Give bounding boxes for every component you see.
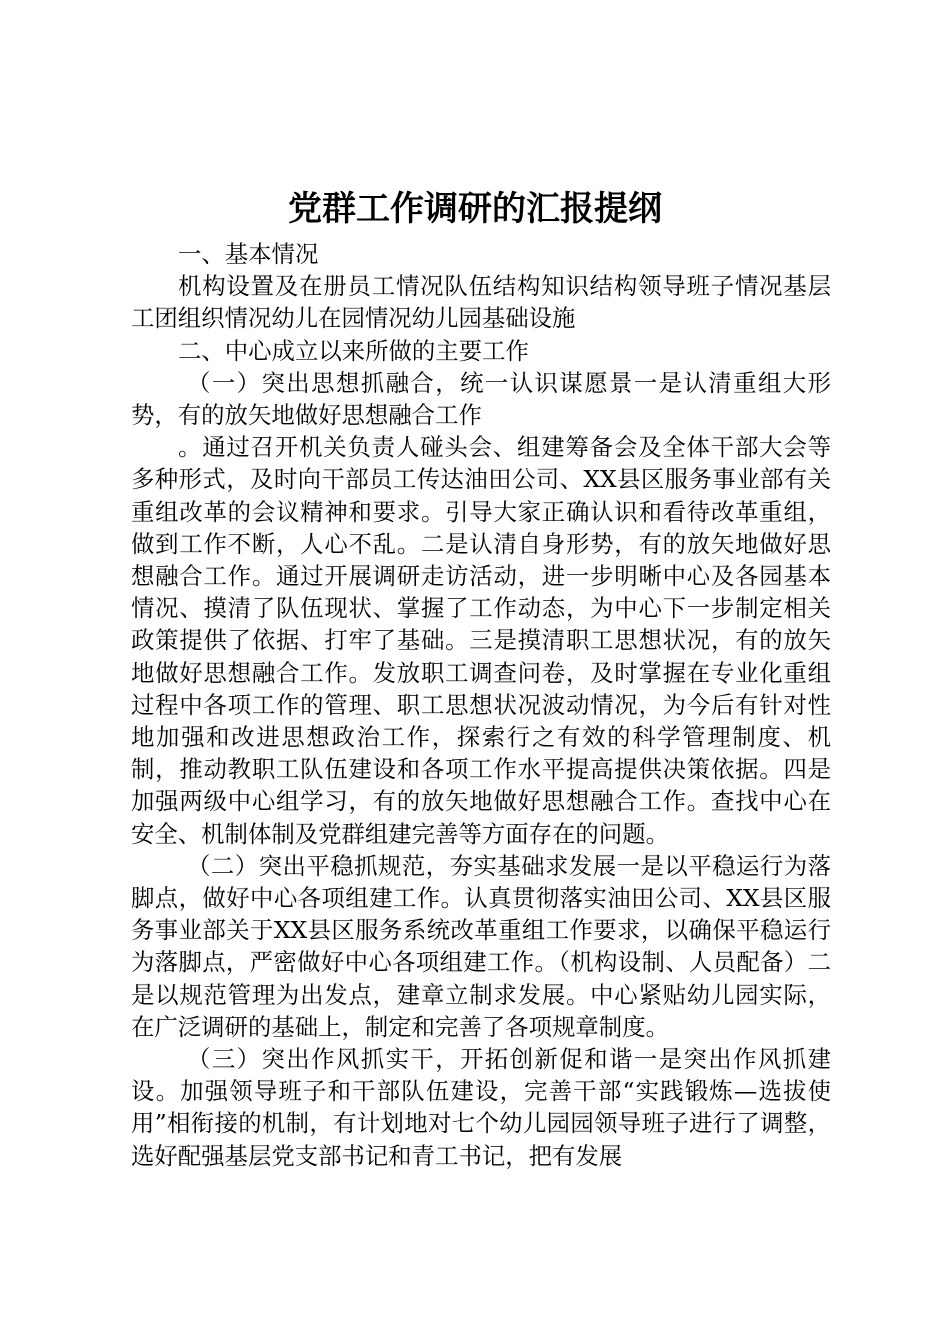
- document-body: [131, 238, 831, 1172]
- paragraph-item-3: （三）突出作风抓实干，开拓创新促和谐一是突出作风抓建设。加强领导班子和干部队伍建设，完善干部“实践锻炼—选拔使用”相衔接的机制，有计划地对七个幼儿园园领导班子进行了调整，选好配强基层党支部书记和青工书记，把有发展: [131, 1045, 831, 1170]
- section-heading-basic-info: 一、基本情况: [178, 240, 319, 268]
- section-heading-main-work: 二、中心成立以来所做的主要工作: [178, 336, 529, 365]
- paragraph-basic-info: 机构设置及在册员工情况队伍结构知识结构领导班子情况基层工团组织情况幼儿在园情况幼儿园基础设施: [131, 272, 831, 333]
- paragraph-item-1-heading: （一）突出思想抓融合，统一认识谋愿景一是认清重组大形势，有的放矢地做好思想融合工作: [131, 368, 831, 430]
- paragraph-item-1-body: 。通过召开机关负责人碰头会、组建筹备会及全体干部大会等多种形式，及时向干部员工传达油田公司、XX县区服务事业部有关重组改革的会议精神和要求。引导大家正确认识和看待改革重组，做到工作不断，人心不乱。二是认清自身形势，有的放矢地做好思想融合工作。通过开展调研走访活动，进一步明晰中心及各园基本情况、摸清了队伍现状、掌握了工作动态，为中心下一步制定相关政策提供了依据、打牢了基础。三是摸清职工思想状况，有的放矢地做好思想融合工作。发放职工调查问卷，及时掌握在专业化重组过程中各项工作的管理、职工思想状况波动情况，为今后有针对性地加强和改进思想政治工作，探索行之有效的科学管理制度、机制，推动教职工队伍建设和各项工作水平提高提供决策依据。四是加强两级中心组学习，有的放矢地做好思想融合工作。查找中心在安全、机制体制及党群组建完善等方面存在的问题。: [131, 433, 831, 848]
- paragraph-item-2: （二）突出平稳抓规范，夯实基础求发展一是以平稳运行为落脚点，做好中心各项组建工作。认真贯彻落实油田公司、XX县区服务事业部关于XX县区服务系统改革重组工作要求，以确保平稳运行为落脚点，严密做好中心各项组建工作。（机构设制、人员配备）二是以规范管理为出发点，建章立制求发展。中心紧贴幼儿园实际，在广泛调研的基础上，制定和完善了各项规章制度。: [131, 851, 831, 1041]
- document-title: 党群工作调研的汇报提纲: [288, 189, 662, 229]
